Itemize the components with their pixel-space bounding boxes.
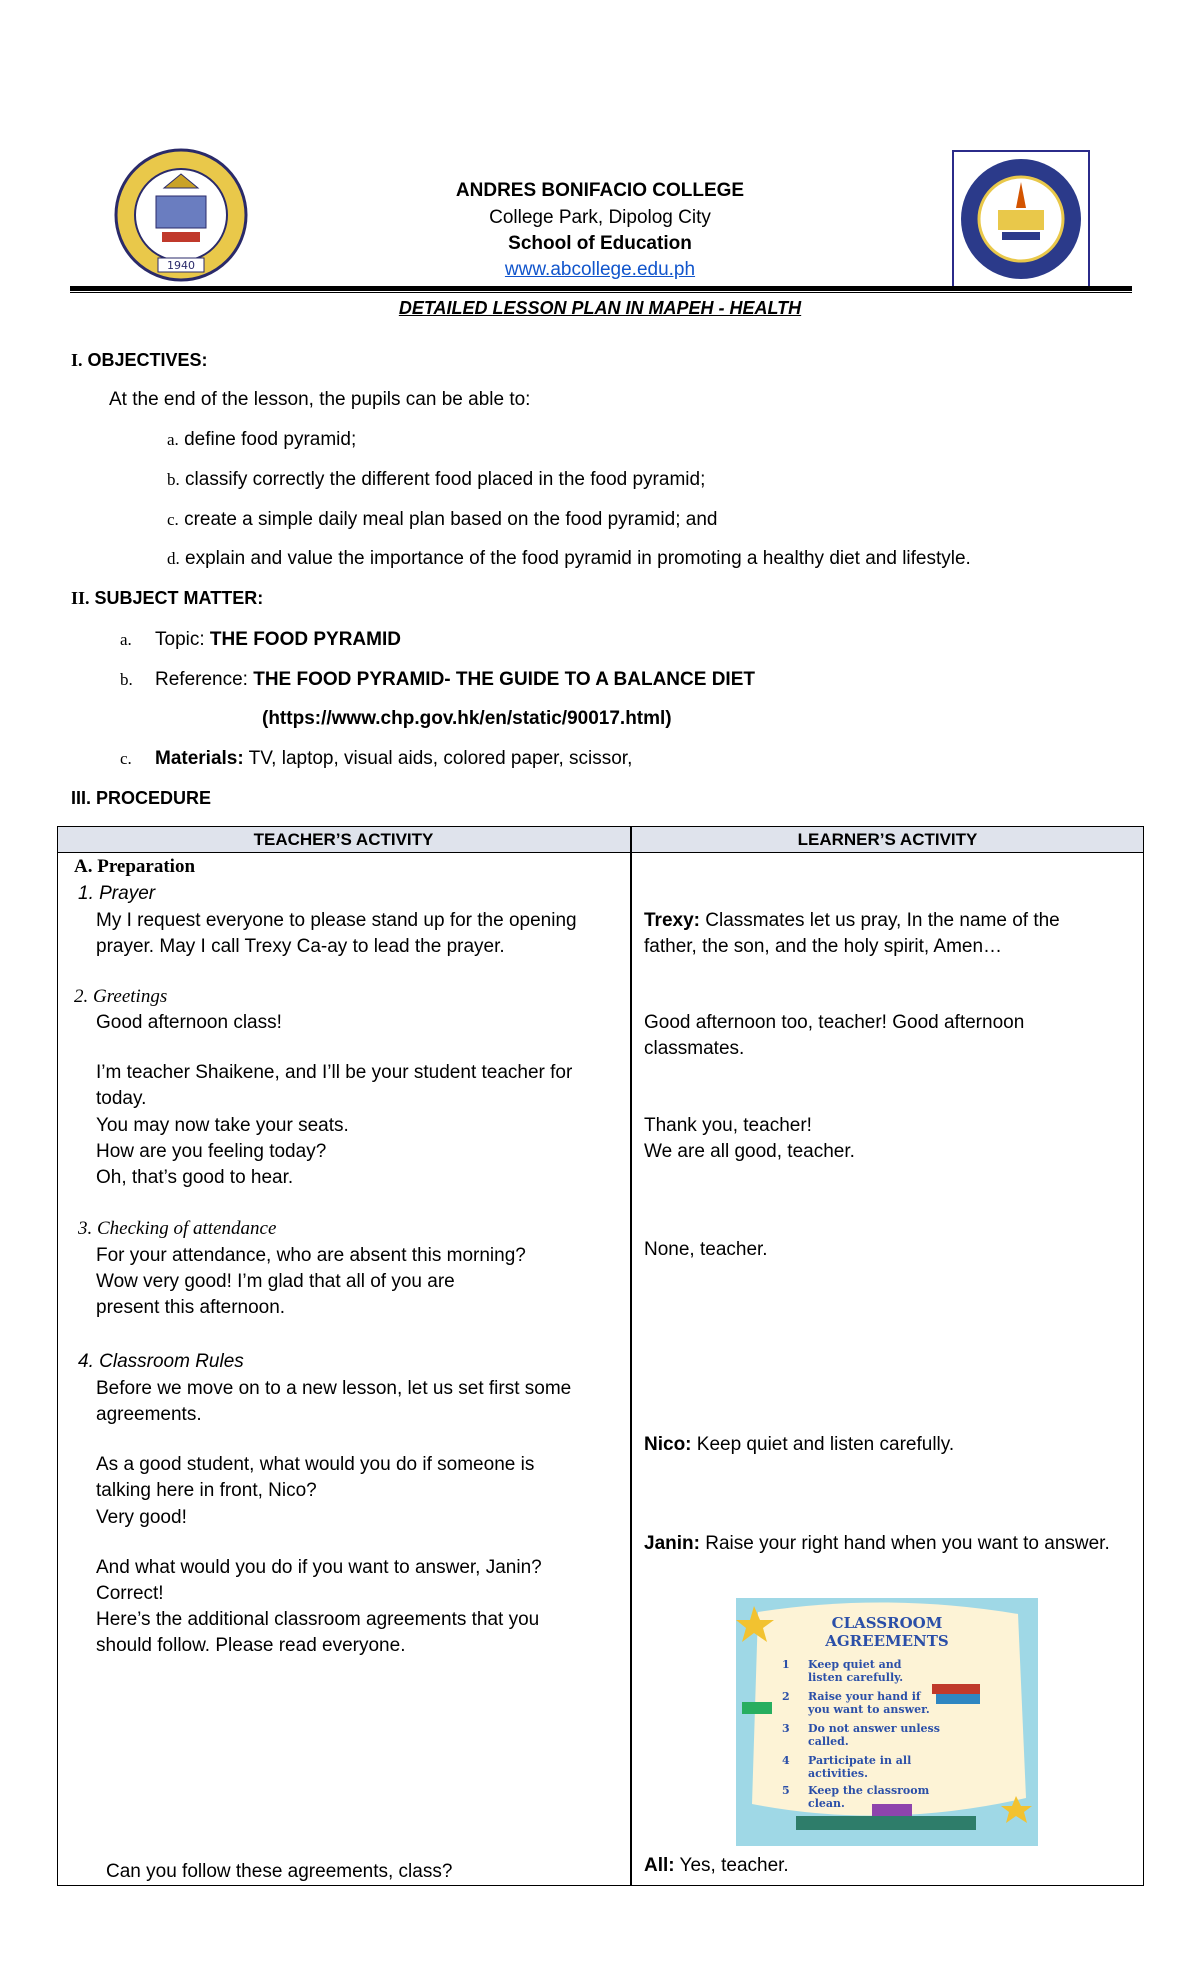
poster-rule: Participate in all: [808, 1754, 912, 1767]
subject-matter-heading: II. SUBJECT MATTER:: [71, 588, 264, 608]
teacher-text: Very good!: [96, 1507, 187, 1528]
learner-response: Nico: Keep quiet and listen carefully.: [644, 1434, 955, 1455]
header-divider-thin: [70, 292, 1132, 293]
poster-rule: Keep the classroom: [808, 1784, 930, 1797]
attendance-heading: 3. Checking of attendance: [78, 1218, 277, 1239]
poster-number: 5: [782, 1784, 790, 1797]
objective-item: c. create a simple daily meal plan based on the food pyramid; and: [167, 509, 718, 530]
poster-rule: listen carefully.: [808, 1671, 904, 1684]
college-name: ANDRES BONIFACIO COLLEGE: [455, 180, 745, 201]
teacher-text: And what would you do if you want to answer, Janin?: [96, 1557, 542, 1578]
teacher-text: Oh, that’s good to hear.: [96, 1167, 294, 1188]
teacher-text: Here’s the additional classroom agreements that you: [96, 1609, 540, 1630]
teacher-text: Before we move on to a new lesson, let us set first some: [96, 1378, 572, 1399]
poster-number: 3: [782, 1722, 790, 1735]
subject-reference: b. Reference: THE FOOD PYRAMID- THE GUIDE TO A BALANCE DIET: [120, 669, 755, 690]
teacher-text: present this afternoon.: [96, 1297, 286, 1318]
poster-number: 1: [782, 1658, 790, 1671]
learner-response: classmates.: [644, 1038, 745, 1059]
teacher-text: My I request everyone to please stand up for the opening: [96, 910, 577, 931]
learner-response: None, teacher.: [644, 1239, 768, 1260]
document-title: DETAILED LESSON PLAN IN MAPEH - HEALTH: [398, 298, 802, 318]
poster-number: 4: [782, 1754, 790, 1767]
poster-rule: Raise your hand if: [808, 1690, 921, 1703]
svg-text:1940: 1940: [167, 259, 195, 272]
teacher-text: You may now take your seats.: [96, 1115, 349, 1136]
learner-activity-header: LEARNER’S ACTIVITY: [797, 830, 978, 849]
poster-rule: Do not answer unless: [808, 1722, 940, 1735]
poster-number: 2: [782, 1690, 790, 1703]
classroom-agreements-poster: [736, 1598, 1038, 1846]
teacher-text: today.: [96, 1088, 147, 1109]
procedure-heading: III. PROCEDURE: [71, 788, 212, 808]
teacher-activity-header: TEACHER’S ACTIVITY: [253, 830, 434, 849]
teacher-text: How are you feeling today?: [96, 1141, 327, 1162]
teacher-text: As a good student, what would you do if someone is: [96, 1454, 535, 1475]
objectives-heading: I. OBJECTIVES:: [71, 350, 208, 370]
objective-item: b. classify correctly the different food placed in the food pyramid;: [167, 469, 706, 490]
learner-response: Good afternoon too, teacher! Good afternoon: [644, 1012, 1025, 1033]
learner-response: All: Yes, teacher.: [644, 1855, 789, 1876]
teacher-text: I’m teacher Shaikene, and I’ll be your student teacher for: [96, 1062, 573, 1083]
teacher-text: should follow. Please read everyone.: [96, 1635, 406, 1656]
poster-title: AGREEMENTS: [825, 1632, 949, 1650]
table-column-divider: [630, 826, 632, 1886]
objective-item: d. explain and value the importance of the food pyramid in promoting a healthy diet and lifestyle.: [167, 548, 971, 569]
learner-response: father, the son, and the holy spirit, Amen…: [644, 936, 1003, 957]
poster-rule: activities.: [808, 1767, 868, 1780]
prayer-heading: 1. Prayer: [78, 883, 156, 904]
header-divider: [70, 286, 1132, 291]
learner-response: Trexy: Classmates let us pray, In the name of the: [644, 910, 1060, 931]
greetings-heading: 2. Greetings: [74, 986, 168, 1007]
objective-item: a. define food pyramid;: [167, 429, 357, 450]
teacher-text: Can you follow these agreements, class?: [106, 1861, 453, 1882]
teacher-text: prayer. May I call Trexy Ca-ay to lead the prayer.: [96, 936, 505, 957]
college-website-link[interactable]: www.abcollege.edu.ph: [504, 259, 696, 280]
school-name: School of Education: [508, 233, 692, 254]
teacher-text: For your attendance, who are absent this morning?: [96, 1245, 526, 1266]
teacher-text: Good afternoon class!: [96, 1012, 282, 1033]
teacher-text: talking here in front, Nico?: [96, 1480, 317, 1501]
poster-rule: called.: [808, 1735, 849, 1748]
teacher-text: Correct!: [96, 1583, 164, 1604]
learner-response: We are all good, teacher.: [644, 1141, 855, 1162]
subject-reference-url: (https://www.chp.gov.hk/en/static/90017.html): [262, 708, 672, 729]
subject-materials: c. Materials: TV, laptop, visual aids, colored paper, scissor,: [120, 748, 633, 769]
poster-title: CLASSROOM: [831, 1614, 943, 1632]
preparation-heading: A. Preparation: [74, 856, 196, 877]
learner-response: Janin: Raise your right hand when you want to answer.: [644, 1533, 1110, 1554]
classroom-rules-heading: 4. Classroom Rules: [78, 1351, 244, 1372]
poster-rule: you want to answer.: [808, 1703, 930, 1716]
subject-topic: a. Topic: THE FOOD PYRAMID: [120, 629, 401, 650]
poster-rule: Keep quiet and: [808, 1658, 902, 1671]
learner-response: Thank you, teacher!: [644, 1115, 812, 1136]
objectives-intro: At the end of the lesson, the pupils can be able to:: [109, 389, 531, 410]
poster-rule: clean.: [808, 1797, 845, 1810]
college-address: College Park, Dipolog City: [489, 207, 711, 228]
teacher-text: agreements.: [96, 1404, 202, 1425]
teacher-text: Wow very good! I’m glad that all of you are: [96, 1271, 455, 1292]
